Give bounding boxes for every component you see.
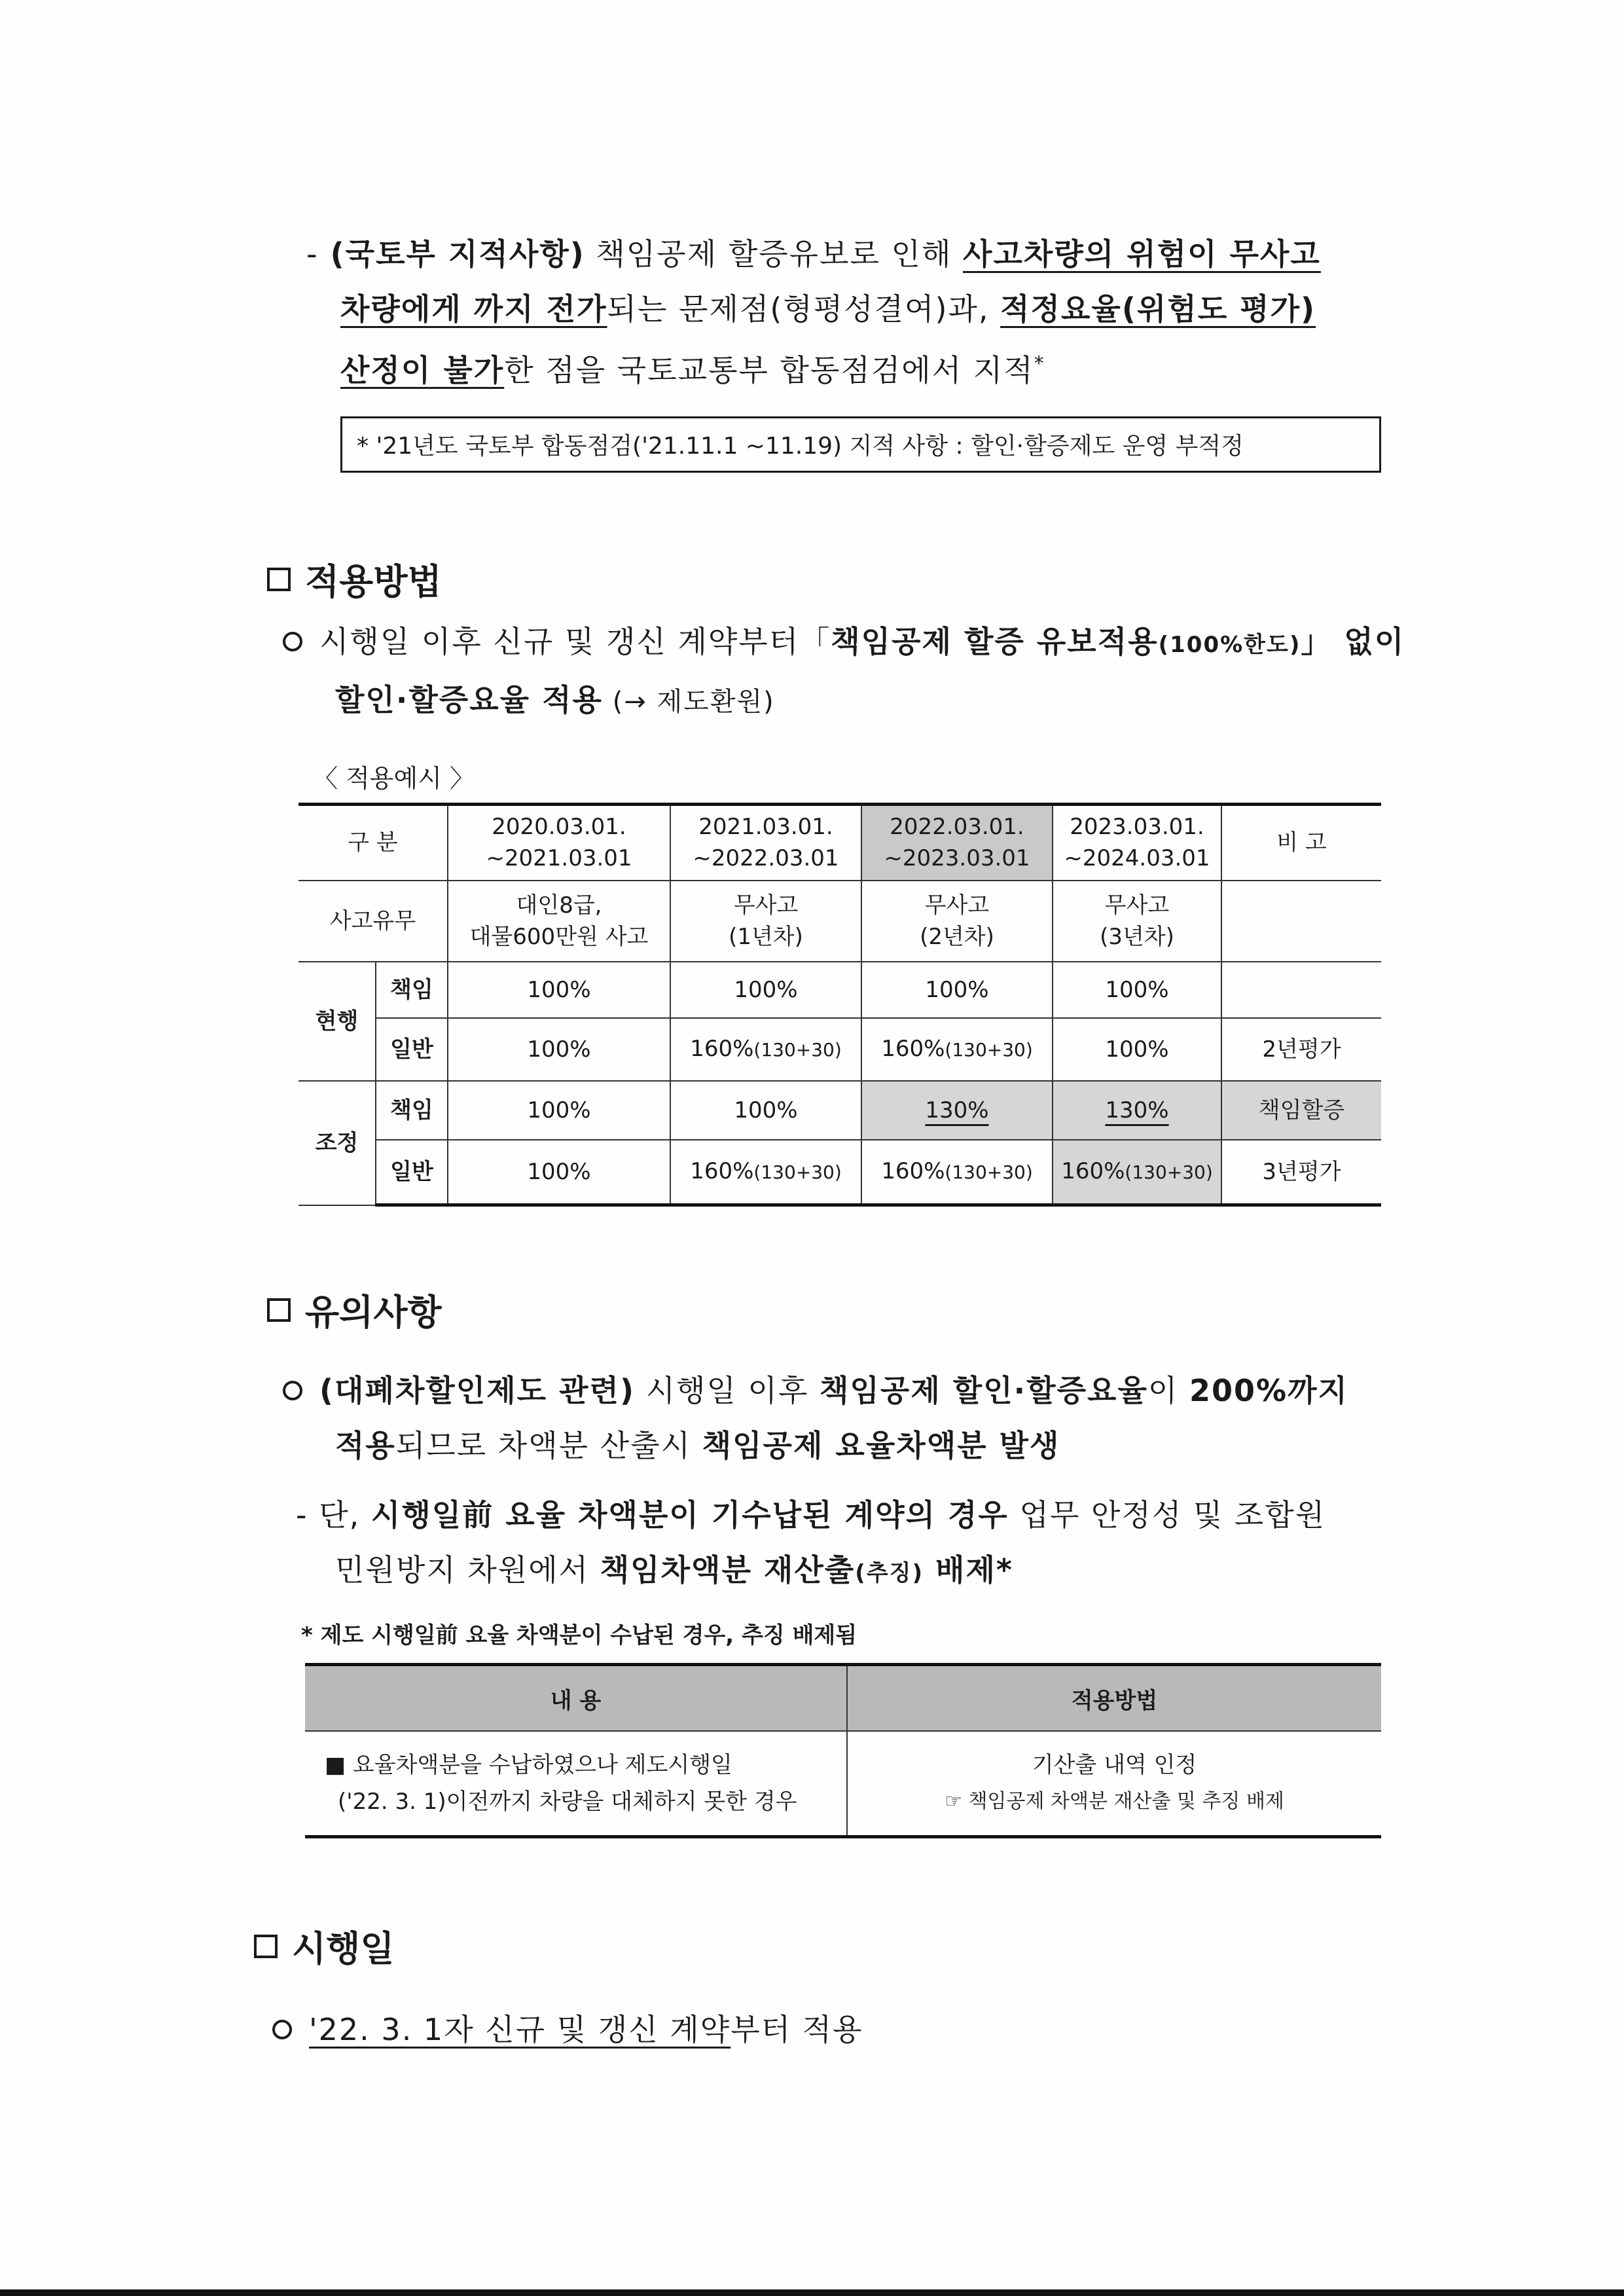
header-cell: 2021.03.01. ~2022.03.01 [670,805,861,881]
row-label: 일반 [376,1140,448,1205]
table-cell [1221,881,1381,962]
notes-emph: 200%까지 [1189,1373,1348,1408]
notes-footnote: * 제도 시행일前 요율 차액분이 수납된 경우, 추징 배제됨 [301,1622,857,1649]
table-cell: ■ 요율차액분을 수납하였으나 제도시행일 ('22. 3. 1)이전까지 차량을 대체하지 못한 경우 [305,1731,847,1837]
row-label: 책임 [376,1081,448,1140]
table-cell: 100% [670,1081,861,1140]
notes-line-4 [283,1542,1409,1601]
header-cell: 내 용 [305,1665,847,1732]
notes-emph: 배제* [924,1552,1013,1588]
notes-emph: 책임공제 할인·할증요율 [820,1373,1148,1408]
example-table [298,803,1381,1207]
table-cell: 160%(130+30) [861,1140,1053,1205]
table-header-row [298,805,1381,881]
circle-bullet-icon [283,632,302,651]
apply-emph: 책임공제 할증 유보적용 [831,624,1159,659]
checkbox-square-icon [254,1935,278,1958]
notes-line-3 [283,1487,1409,1542]
apply-text: (→ 제도환원) [602,687,775,717]
intro-paragraph [306,227,1393,397]
table-row [298,962,1381,1018]
table-cell: 160%(130+30) [1053,1140,1221,1205]
apply-paragraph [283,614,1409,729]
notes-text: 되므로 차액분 산출시 [395,1428,702,1463]
intro-dash: - [306,236,319,272]
apply-line-1 [283,614,1409,672]
notes-text: 민원방지 차원에서 [335,1552,600,1588]
table-cell: 100% [670,962,861,1018]
table-cell: 130% [1053,1081,1221,1140]
notes-emph: 적용 [335,1428,396,1463]
apply-line-2 [283,672,1409,729]
table-row [298,1018,1381,1081]
table-cell: 100% [448,1081,670,1140]
table-cell: 160%(130+30) [670,1018,861,1081]
checkbox-square-icon [267,568,291,591]
intro-label: (국토부 지적사항) [330,236,585,272]
section-heading-notes [267,1285,442,1335]
intro-emph: 차량에게 까지 전가 [340,291,607,327]
table-cell: 160%(130+30) [670,1140,861,1205]
example-caption: 〈 적용예시 〉 [313,764,475,793]
table-header-row [305,1665,1381,1732]
table-row [298,1081,1381,1140]
table-cell: 3년평가 [1221,1140,1381,1205]
section-title: 시행일 [292,1928,395,1969]
intro-note: * '21년도 국토부 합동점검('21.11.1 ~11.19) 지적 사항 : 할인·할증제도 운영 부적정 [357,433,1244,460]
header-cell: 2020.03.01. ~2021.03.01 [448,805,670,881]
table-row [298,881,1381,962]
notes-emph: 책임공제 요율차액분 발생 [702,1428,1060,1463]
section-heading-effective-date [254,1921,395,1971]
section-title: 적용방법 [305,561,442,602]
intro-emph: 사고차량의 위험이 무사고 [963,236,1321,272]
table-cell: 100% [448,1140,670,1205]
header-cell: 적용방법 [847,1665,1381,1732]
table-cell: 100% [861,962,1053,1018]
header-cell: 2022.03.01. ~2023.03.01 [861,805,1053,881]
table-cell [1221,962,1381,1018]
circle-bullet-icon [272,2020,292,2039]
row-label: 책임 [376,962,448,1018]
notes-text: 업무 안정성 및 조합원 [1008,1497,1326,1533]
table-cell: 100% [448,1018,670,1081]
table-cell: 무사고 (3년차) [1053,881,1221,962]
apply-limit: (100%한도) [1158,632,1301,658]
notes-text: (추징) [855,1560,924,1586]
footnote-marker: * [1034,352,1045,375]
intro-note-box [340,416,1381,473]
apply-text: 」 없이 [1301,624,1405,659]
notes-emph: 책임차액분 재산출 [600,1552,856,1588]
effective-date-paragraph [272,2002,1398,2057]
page-bottom-border [0,2289,1624,2296]
header-cell: 2023.03.01. ~2024.03.01 [1053,805,1221,881]
notes-emph: (대폐차할인제도 관련) [319,1373,635,1408]
table-cell: 100% [448,962,670,1018]
effective-date-text: 부터 적용 [731,2012,863,2047]
apply-emph: 할인·할증요율 적용 [335,682,603,718]
intro-emph: 산정이 불가 [340,352,505,388]
table-cell: 대인8급, 대물600만원 사고 [448,881,670,962]
row-label: 사고유무 [298,881,448,962]
table-cell: 책임할증 [1221,1081,1381,1140]
table-row [298,1140,1381,1205]
notes-paragraph [283,1363,1409,1601]
intro-line-2 [306,282,1393,337]
checkbox-square-icon [267,1298,291,1322]
notes-text: 이 [1147,1373,1189,1408]
row-label: 일반 [376,1018,448,1081]
table-cell: 160%(130+30) [861,1018,1053,1081]
table-cell: 130% [861,1081,1053,1140]
table-cell: 100% [1053,962,1221,1018]
group-label: 현행 [298,962,376,1081]
intro-text: 한 점을 국토교통부 합동점검에서 지적 [504,352,1034,388]
header-cell: 비 고 [1221,805,1381,881]
intro-emph: 적정요율(위험도 평가) [1000,291,1316,327]
notes-text: - 단, [296,1497,371,1533]
notes-line-1 [283,1363,1409,1418]
table-cell: 무사고 (2년차) [861,881,1053,962]
table-cell: 100% [1053,1018,1221,1081]
intro-text: 되는 문제점(형평성결여)과, [607,291,1001,327]
notes-emph: 시행일前 요율 차액분이 기수납된 계약의 경우 [370,1497,1009,1533]
section-heading-apply [267,554,442,604]
effective-date-emph: '22. 3. 1자 신규 및 갱신 계약 [309,2012,731,2047]
notes-line-2 [283,1418,1409,1473]
section-title: 유의사항 [305,1292,442,1333]
table-row [305,1731,1381,1837]
intro-text: 책임공제 할증유보로 인해 [585,236,964,272]
table-cell: 무사고 (1년차) [670,881,861,962]
header-cell: 구 분 [298,805,448,881]
table-cell: 기산출 내역 인정 ☞ 책임공제 차액분 재산출 및 추징 배제 [847,1731,1381,1837]
group-label: 조정 [298,1081,376,1205]
exemption-table [305,1663,1381,1838]
intro-line-1 [306,227,1393,282]
circle-bullet-icon [283,1381,302,1400]
notes-text: 시행일 이후 [635,1373,820,1408]
table-cell: 2년평가 [1221,1018,1381,1081]
apply-text: 시행일 이후 신규 및 갱신 계약부터「 [319,624,831,659]
intro-line-3 [306,337,1393,397]
